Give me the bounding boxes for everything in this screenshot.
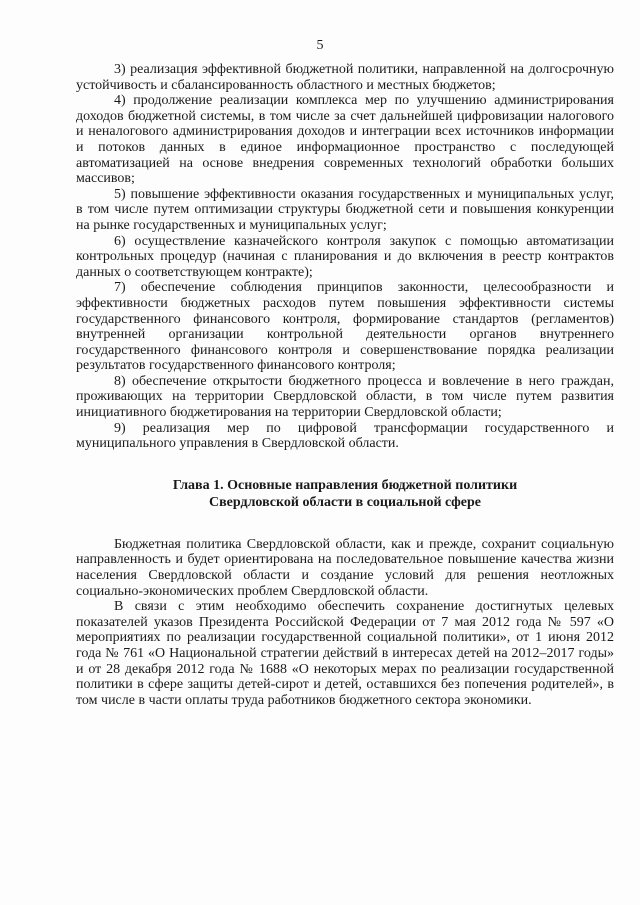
body-paragraph: Бюджетная политика Свердловской области, как и прежде, сохранит социальную направленность и будет ориентирована на последовательное повышение качества жизни населения Свердловской области и создание условий для решения неотложных социально-экономических проблем Свердловской области. <box>76 536 614 599</box>
list-item: 9) реализация мер по цифровой трансформации государственного и муниципального управления в Свердловской области. <box>76 420 614 452</box>
list-item: 8) обеспечение открытости бюджетного процесса и вовлечение в него граждан, проживающих на территории Свердловской области, в том числе путем развития инициативного бюджетирования на территории Свердловской области; <box>76 373 614 421</box>
page-number: 5 <box>316 38 324 53</box>
chapter-heading-line-2: Свердловской области в социальной сфере <box>209 494 481 510</box>
chapter-heading <box>76 477 614 511</box>
list-item: 6) осуществление казначейского контроля закупок с помощью автоматизации контрольных процедур (начиная с планирования и до включения в реестр контрактов данных о соответствующем контракте); <box>76 233 614 280</box>
body-paragraph: В связи с этим необходимо обеспечить сохранение достигнутых целевых показателей указов Президента Российской Федерации от 7 мая 2012 года № 597 «О мероприятиях по реализации государственной социальной политики», от 1 июня 2012 года № 761 «О Национальной стратегии действий в интересах детей на 2012–2017 годы» и от 28 декабря 2012 года № 1688 «О некоторых мерах по реализации государственной политики в сфере защиты детей-сирот и детей, оставшихся без попечения родителей», в том числе в части оплаты труда работников бюджетного сектора экономики. <box>76 599 614 708</box>
list-item: 7) обеспечение соблюдения принципов законности, целесообразности и эффективности бюджетных расходов путем повышения эффективности системы государственного финансового контроля, формирование стандартов (регламентов) внутренней организации контрольной деятельности органов внутреннего государственного финансового контроля и совершенствование порядка реализации результатов государственного финансового контроля; <box>76 280 614 374</box>
chapter-heading-line-1: Глава 1. Основные направления бюджетной политики <box>172 477 518 493</box>
list-item: 4) продолжение реализации комплекса мер по улучшению администрирования доходов бюджетной системы, в том числе за счет дальнейшей цифровизации налогового и неналогового администрирования доходов и интеграции всех источников информации и потоков данных в единое информационное пространство с последующей автоматизацией на основе внедрения современных технологий обработки больших массивов; <box>76 93 614 187</box>
list-item: 5) повышение эффективности оказания государственных и муниципальных услуг, в том числе путем оптимизации структуры бюджетной сети и повышения конкуренции на рынке государственных и муниципальных услуг; <box>76 186 614 233</box>
document-body <box>76 62 614 708</box>
list-item: 3) реализация эффективной бюджетной политики, направленной на долгосрочную устойчивость и сбалансированность областного и местных бюджетов; <box>76 62 614 93</box>
